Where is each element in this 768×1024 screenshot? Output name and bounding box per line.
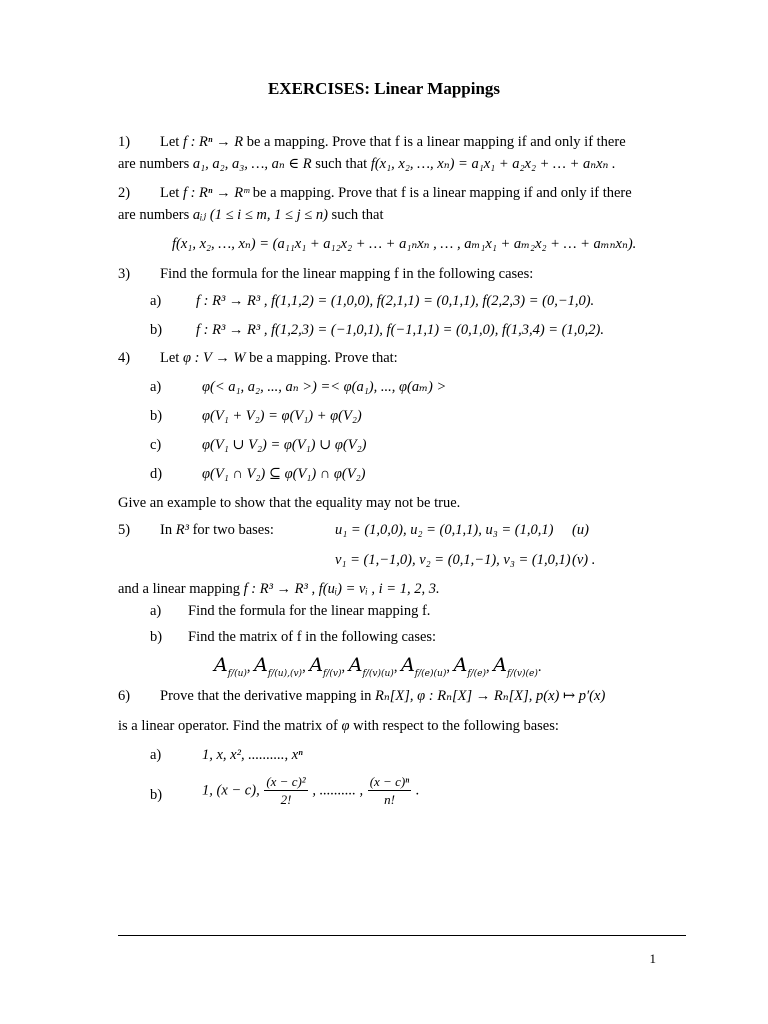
ex4-line-text: be a mapping. Prove that: (249, 350, 398, 366)
ex4-b-label: b) (150, 408, 163, 424)
ex4-number: 4) (118, 350, 131, 366)
matrix-f-v: $A_{f/(v)}$ (309, 654, 342, 679)
ex6-b-end: . (415, 782, 420, 799)
ex5-basis-v: v₁ = (1,−1,0), v₂ = (0,1,−1), v₃ = (1,0,1) (335, 552, 571, 568)
ex5-basis-v-tag: (v) . (572, 552, 596, 568)
ex4-b-formula: φ(V₁ + V₂) = φ(V₁) + φ(V₂) (202, 408, 362, 424)
fraction-1-numerator: (x − c)² (264, 775, 307, 791)
ex2-line2 (118, 208, 384, 223)
fraction-2-denominator: n! (384, 792, 395, 808)
ex5-bases-text: for two bases: (192, 522, 274, 538)
ex5-mapping-line (118, 582, 440, 597)
ex5-a-label: a) (150, 603, 162, 619)
ex1-such-that: such that (315, 156, 368, 172)
ex5-and-text: and a linear mapping (118, 581, 240, 597)
ex2-number: 2) (118, 185, 131, 201)
ex5-space: R³ (175, 522, 189, 538)
ex5-basis-u: u₁ = (1,0,0), u₂ = (0,1,1), u₃ = (1,0,1) (335, 522, 554, 538)
ex1-are-numbers: are numbers (118, 156, 190, 172)
ex5-b-text: Find the matrix of f in the following cases: (188, 629, 437, 645)
ex3-number: 3) (118, 266, 131, 282)
ex6-line1 (160, 689, 605, 704)
fraction-2-numerator: (x − c)ⁿ (368, 775, 412, 791)
ex5-intro (160, 523, 274, 538)
ex6-a-formula: 1, x, x², .........., xⁿ (202, 747, 303, 763)
ex1-line2 (118, 157, 616, 172)
ex5-number: 5) (118, 522, 131, 538)
ex5-a-text: Find the formula for the linear mapping f. (188, 603, 431, 619)
ex6-fraction-1 (264, 775, 307, 808)
ex5-matrix-list: $A_{f/(u)}$, $A_{f/(u),(v)}$, $A_{f/(v)}$, $A_{f/(v)(u)}$, $A_{f/(e)(u)}$, $A_{f/(e)}$, $A_{f/(v)(e)}$. (214, 654, 542, 679)
ex3-text: Find the formula for the linear mapping f in the following cases: (160, 266, 534, 282)
ex4-c-label: c) (150, 437, 162, 453)
ex6-line2 (118, 719, 559, 734)
ex6-phi: φ (341, 718, 350, 734)
matrix-f-e-u: $A_{f/(e)(u)}$ (401, 654, 447, 679)
ex2-are-numbers: are numbers (118, 207, 190, 223)
ex4-note: Give an example to show that the equality may not be true. (118, 495, 461, 511)
ex5-basis-u-tag: (u) (572, 522, 589, 538)
ex4-c-formula: φ(V₁ ∪ V₂) = φ(V₁) ∪ φ(V₂) (202, 437, 367, 453)
ex5-mapping-formula: f : R³ → R³ , f(uᵢ) = vᵢ , i = 1, 2, 3. (243, 581, 440, 597)
ex6-derivative-formula: Rₙ[X], φ : Rₙ[X] → Rₙ[X], p(x) ↦ p′(x) (375, 688, 606, 704)
ex1-coefficients: a₁, a₂, a₃, …, aₙ ∈ R (192, 156, 312, 172)
ex3-a-label: a) (150, 293, 162, 309)
ex1-number: 1) (118, 134, 131, 150)
ex2-formula: f(x₁, x₂, …, xₙ) = (a₁₁x₁ + a₁₂x₂ + … + a₁ₙxₙ , … , aₘ₁x₁ + aₘ₂x₂ + … + aₘₙxₙ). (172, 236, 637, 252)
ex6-line2-post: with respect to the following bases: (353, 718, 559, 734)
footer-rule (118, 935, 686, 936)
ex1-line1-text: be a mapping. Prove that f is a linear mapping if and only if there (246, 134, 626, 150)
ex4-let: Let (160, 350, 180, 366)
ex2-line1-text: be a mapping. Prove that f is a linear mapping if and only if there (252, 185, 632, 201)
page-number: 1 (649, 951, 656, 966)
ex4-d-label: d) (150, 466, 163, 482)
ex3-a-formula: f : R³ → R³ , f(1,1,2) = (1,0,0), f(2,1,1) = (0,1,1), f(2,2,3) = (0,−1,0). (196, 293, 595, 309)
ex6-a-label: a) (150, 747, 162, 763)
ex6-fraction-2 (368, 775, 412, 808)
ex3-b-label: b) (150, 322, 163, 338)
ex6-line2-text: is a linear operator. Find the matrix of (118, 718, 338, 734)
ex5-b-label: b) (150, 629, 163, 645)
ex1-formula: f(x₁, x₂, …, xₙ) = a₁x₁ + a₂x₂ + … + aₙxₙ . (370, 156, 616, 172)
page-title: EXERCISES: Linear Mappings (267, 79, 501, 98)
ex1-line1 (160, 135, 626, 150)
matrix-f-u: $A_{f/(u)}$ (214, 654, 247, 679)
matrix-f-e: $A_{f/(e)}$ (453, 654, 487, 679)
ex1-map: f : Rⁿ → R (182, 134, 244, 150)
ex4-line (160, 351, 398, 366)
ex4-a-formula: φ(< a₁, a₂, ..., aₙ >) =< φ(a₁), ..., φ(aₘ) > (202, 379, 447, 395)
ex6-b-label: b) (150, 787, 163, 803)
ex2-let: Let (160, 185, 180, 201)
ex6-b-formula (202, 775, 420, 808)
ex4-map: φ : V → W (182, 350, 246, 366)
ex2-line1 (160, 186, 632, 201)
fraction-1-denominator: 2! (280, 792, 292, 808)
ex6-number: 6) (118, 688, 131, 704)
ex2-coefficients: aᵢⱼ (1 ≤ i ≤ m, 1 ≤ j ≤ n) (192, 207, 328, 223)
matrix-f-v-u: $A_{f/(v)(u)}$ (348, 654, 394, 679)
ex2-map: f : Rⁿ → Rᵐ (182, 185, 250, 201)
matrix-f-u-v: $A_{f/(u),(v)}$ (254, 654, 303, 679)
ex6-b-lead: 1, (x − c), (202, 782, 260, 799)
ex2-such-that: such that (331, 207, 384, 223)
ex5-in: In (160, 522, 173, 538)
ex4-d-formula: φ(V₁ ∩ V₂) ⊆ φ(V₁) ∩ φ(V₂) (202, 466, 366, 482)
matrix-f-v-e: $A_{f/(v)(e)}$ (493, 654, 538, 679)
ex4-a-label: a) (150, 379, 162, 395)
ex6-b-mid: , .......... , (312, 782, 364, 799)
ex1-let: Let (160, 134, 180, 150)
ex6-line1-text: Prove that the derivative mapping in (160, 688, 372, 704)
ex3-b-formula: f : R³ → R³ , f(1,2,3) = (−1,0,1), f(−1,1,1) = (0,1,0), f(1,3,4) = (1,0,2). (196, 322, 604, 338)
